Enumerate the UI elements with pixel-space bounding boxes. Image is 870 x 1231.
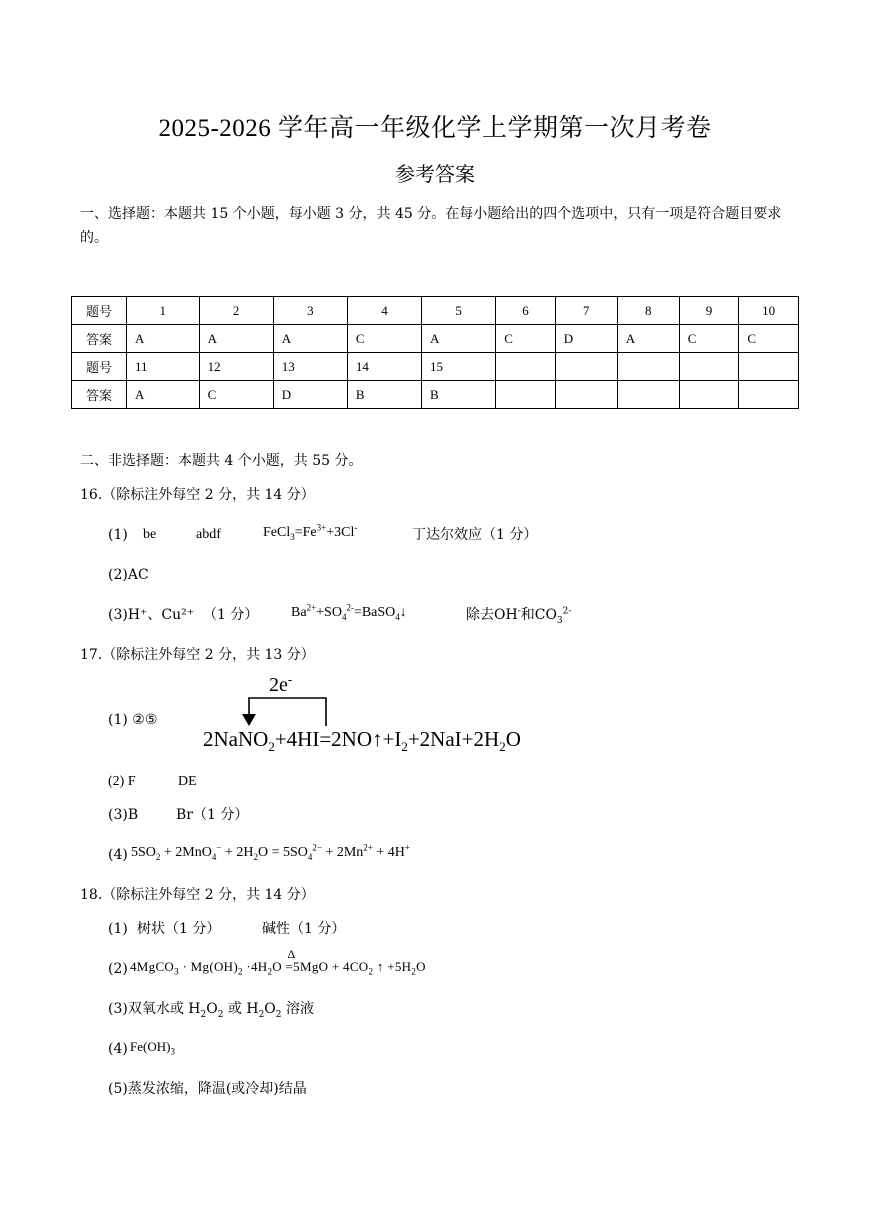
q18-p1-label: (1) xyxy=(108,921,128,937)
table-cell: 14 xyxy=(347,353,421,381)
table-cell: 3 xyxy=(273,297,347,325)
table-cell: C xyxy=(347,325,421,353)
q16-p3-equation: $Ba^{2+}+SO_4^{2-}=BaSO_4↓$ xyxy=(291,602,407,622)
page-title: 2025-2026 学年高一年级化学上学期第一次月考卷 xyxy=(158,115,712,142)
table-cell: 6 xyxy=(496,297,556,325)
q17-electron-label: 2e- xyxy=(269,671,293,696)
q16-p1-label: (1) xyxy=(108,527,128,543)
table-cell: 10 xyxy=(739,297,799,325)
q18-p4-label: (4) xyxy=(108,1041,128,1057)
table-cell: A xyxy=(199,325,273,353)
table-cell xyxy=(739,353,799,381)
row-label: 题号 xyxy=(72,297,127,325)
q18-p5: (5)蒸发浓缩，降温(或冷却)结晶 xyxy=(108,1081,307,1097)
table-cell: 9 xyxy=(679,297,739,325)
table-row xyxy=(72,353,799,381)
table-cell: B xyxy=(347,381,421,409)
q17-p3-answer-a: (3)B xyxy=(108,807,139,823)
table-row xyxy=(72,325,799,353)
table-cell: C xyxy=(739,325,799,353)
q16-header: 16.（除标注外每空 2 分，共 14 分） xyxy=(80,487,315,503)
q18-p3: (3)双氧水或 $H_2O_2$ 或 $H_2O_2$ 溶液 xyxy=(108,1001,314,1020)
table-cell xyxy=(739,381,799,409)
q17-p1-label: (1) ②⑤ xyxy=(108,712,158,728)
table-cell xyxy=(679,353,739,381)
table-cell: 1 xyxy=(127,297,200,325)
table-cell: C xyxy=(496,325,556,353)
section1-instructions: 一、选择题：本题共 15 个小题，每小题 3 分，共 45 分。在每小题给出的四个选项中，只有一项是符合题目要求的。 xyxy=(80,206,782,246)
q17-p4-label: (4) xyxy=(108,847,128,863)
q18-p1-answer-b: 碱性（1 分） xyxy=(262,921,346,937)
table-cell: 12 xyxy=(199,353,273,381)
table-cell: 8 xyxy=(617,297,679,325)
q18-p4-formula: $Fe(OH)_3$ xyxy=(130,1039,175,1057)
q17-p4-equation: $5SO_2 + 2MnO_4^- + 2H_2O = 5SO_4^{2-} + 2Mn^{2+} + 4H^+$ xyxy=(131,842,410,862)
q17-p3-answer-b: Br（1 分） xyxy=(176,807,249,823)
table-cell: A xyxy=(127,325,200,353)
table-cell: D xyxy=(273,381,347,409)
table-cell: 13 xyxy=(273,353,347,381)
q17-equation: $2NaNO_2+4HI=2NO↑+I_2+2NaI+2H_2O$ xyxy=(203,727,521,755)
q16-p1-answer-c: 丁达尔效应（1 分） xyxy=(412,527,538,543)
table-cell: 15 xyxy=(422,353,496,381)
q16-p1-equation: $FeCl_3=Fe^{3+}+3Cl^-$ xyxy=(263,522,358,542)
q16-p2: (2)AC xyxy=(108,567,149,583)
q18-p2-label: (2) xyxy=(108,961,128,977)
q16-p1-answer-a: be xyxy=(143,527,157,542)
table-cell xyxy=(555,381,617,409)
table-cell xyxy=(496,353,556,381)
table-cell xyxy=(617,381,679,409)
table-cell: 4 xyxy=(347,297,421,325)
answer-table xyxy=(71,296,799,409)
table-cell: A xyxy=(273,325,347,353)
table-row xyxy=(72,297,799,325)
q18-header: 18.（除标注外每空 2 分，共 14 分） xyxy=(80,887,315,903)
table-cell: 7 xyxy=(555,297,617,325)
q17-p2-answer-b: DE xyxy=(178,774,197,789)
table-cell: 11 xyxy=(127,353,200,381)
table-cell xyxy=(679,381,739,409)
q16-p3-answer-c: 除去OH-和$CO_3^{2-}$ xyxy=(466,606,572,626)
table-cell: A xyxy=(422,325,496,353)
table-row xyxy=(72,381,799,409)
row-label: 答案 xyxy=(72,325,127,353)
table-cell: D xyxy=(555,325,617,353)
table-cell: B xyxy=(422,381,496,409)
table-cell: 5 xyxy=(422,297,496,325)
row-label: 答案 xyxy=(72,381,127,409)
q16-p1-answer-b: abdf xyxy=(196,527,221,542)
row-label: 题号 xyxy=(72,353,127,381)
section2-heading: 二、非选择题：本题共 4 个小题，共 55 分。 xyxy=(80,453,363,469)
q17-header: 17.（除标注外每空 2 分，共 13 分） xyxy=(80,647,315,663)
table-cell: C xyxy=(679,325,739,353)
page-subtitle: 参考答案 xyxy=(395,162,475,186)
table-cell xyxy=(496,381,556,409)
q17-p2-answer-a: (2) F xyxy=(108,774,136,789)
table-cell: A xyxy=(127,381,200,409)
table-cell: 2 xyxy=(199,297,273,325)
table-cell xyxy=(555,353,617,381)
electron-transfer-arrow xyxy=(238,696,330,730)
table-cell: A xyxy=(617,325,679,353)
q16-p3-score: （1 分） xyxy=(203,607,259,623)
q18-p2-equation: 4MgCO$_3$ · $Mg(OH)_2 \cdot 4H_2O$ Δ $=5MgO + 4CO_2$ ↑ $+5H_2O$ xyxy=(130,947,426,977)
table-cell xyxy=(617,353,679,381)
table-cell: C xyxy=(199,381,273,409)
q18-p1-answer-a: 树状（1 分） xyxy=(137,921,221,937)
q16-p3-answer-a: (3)H⁺、Cu²⁺ xyxy=(108,607,195,623)
